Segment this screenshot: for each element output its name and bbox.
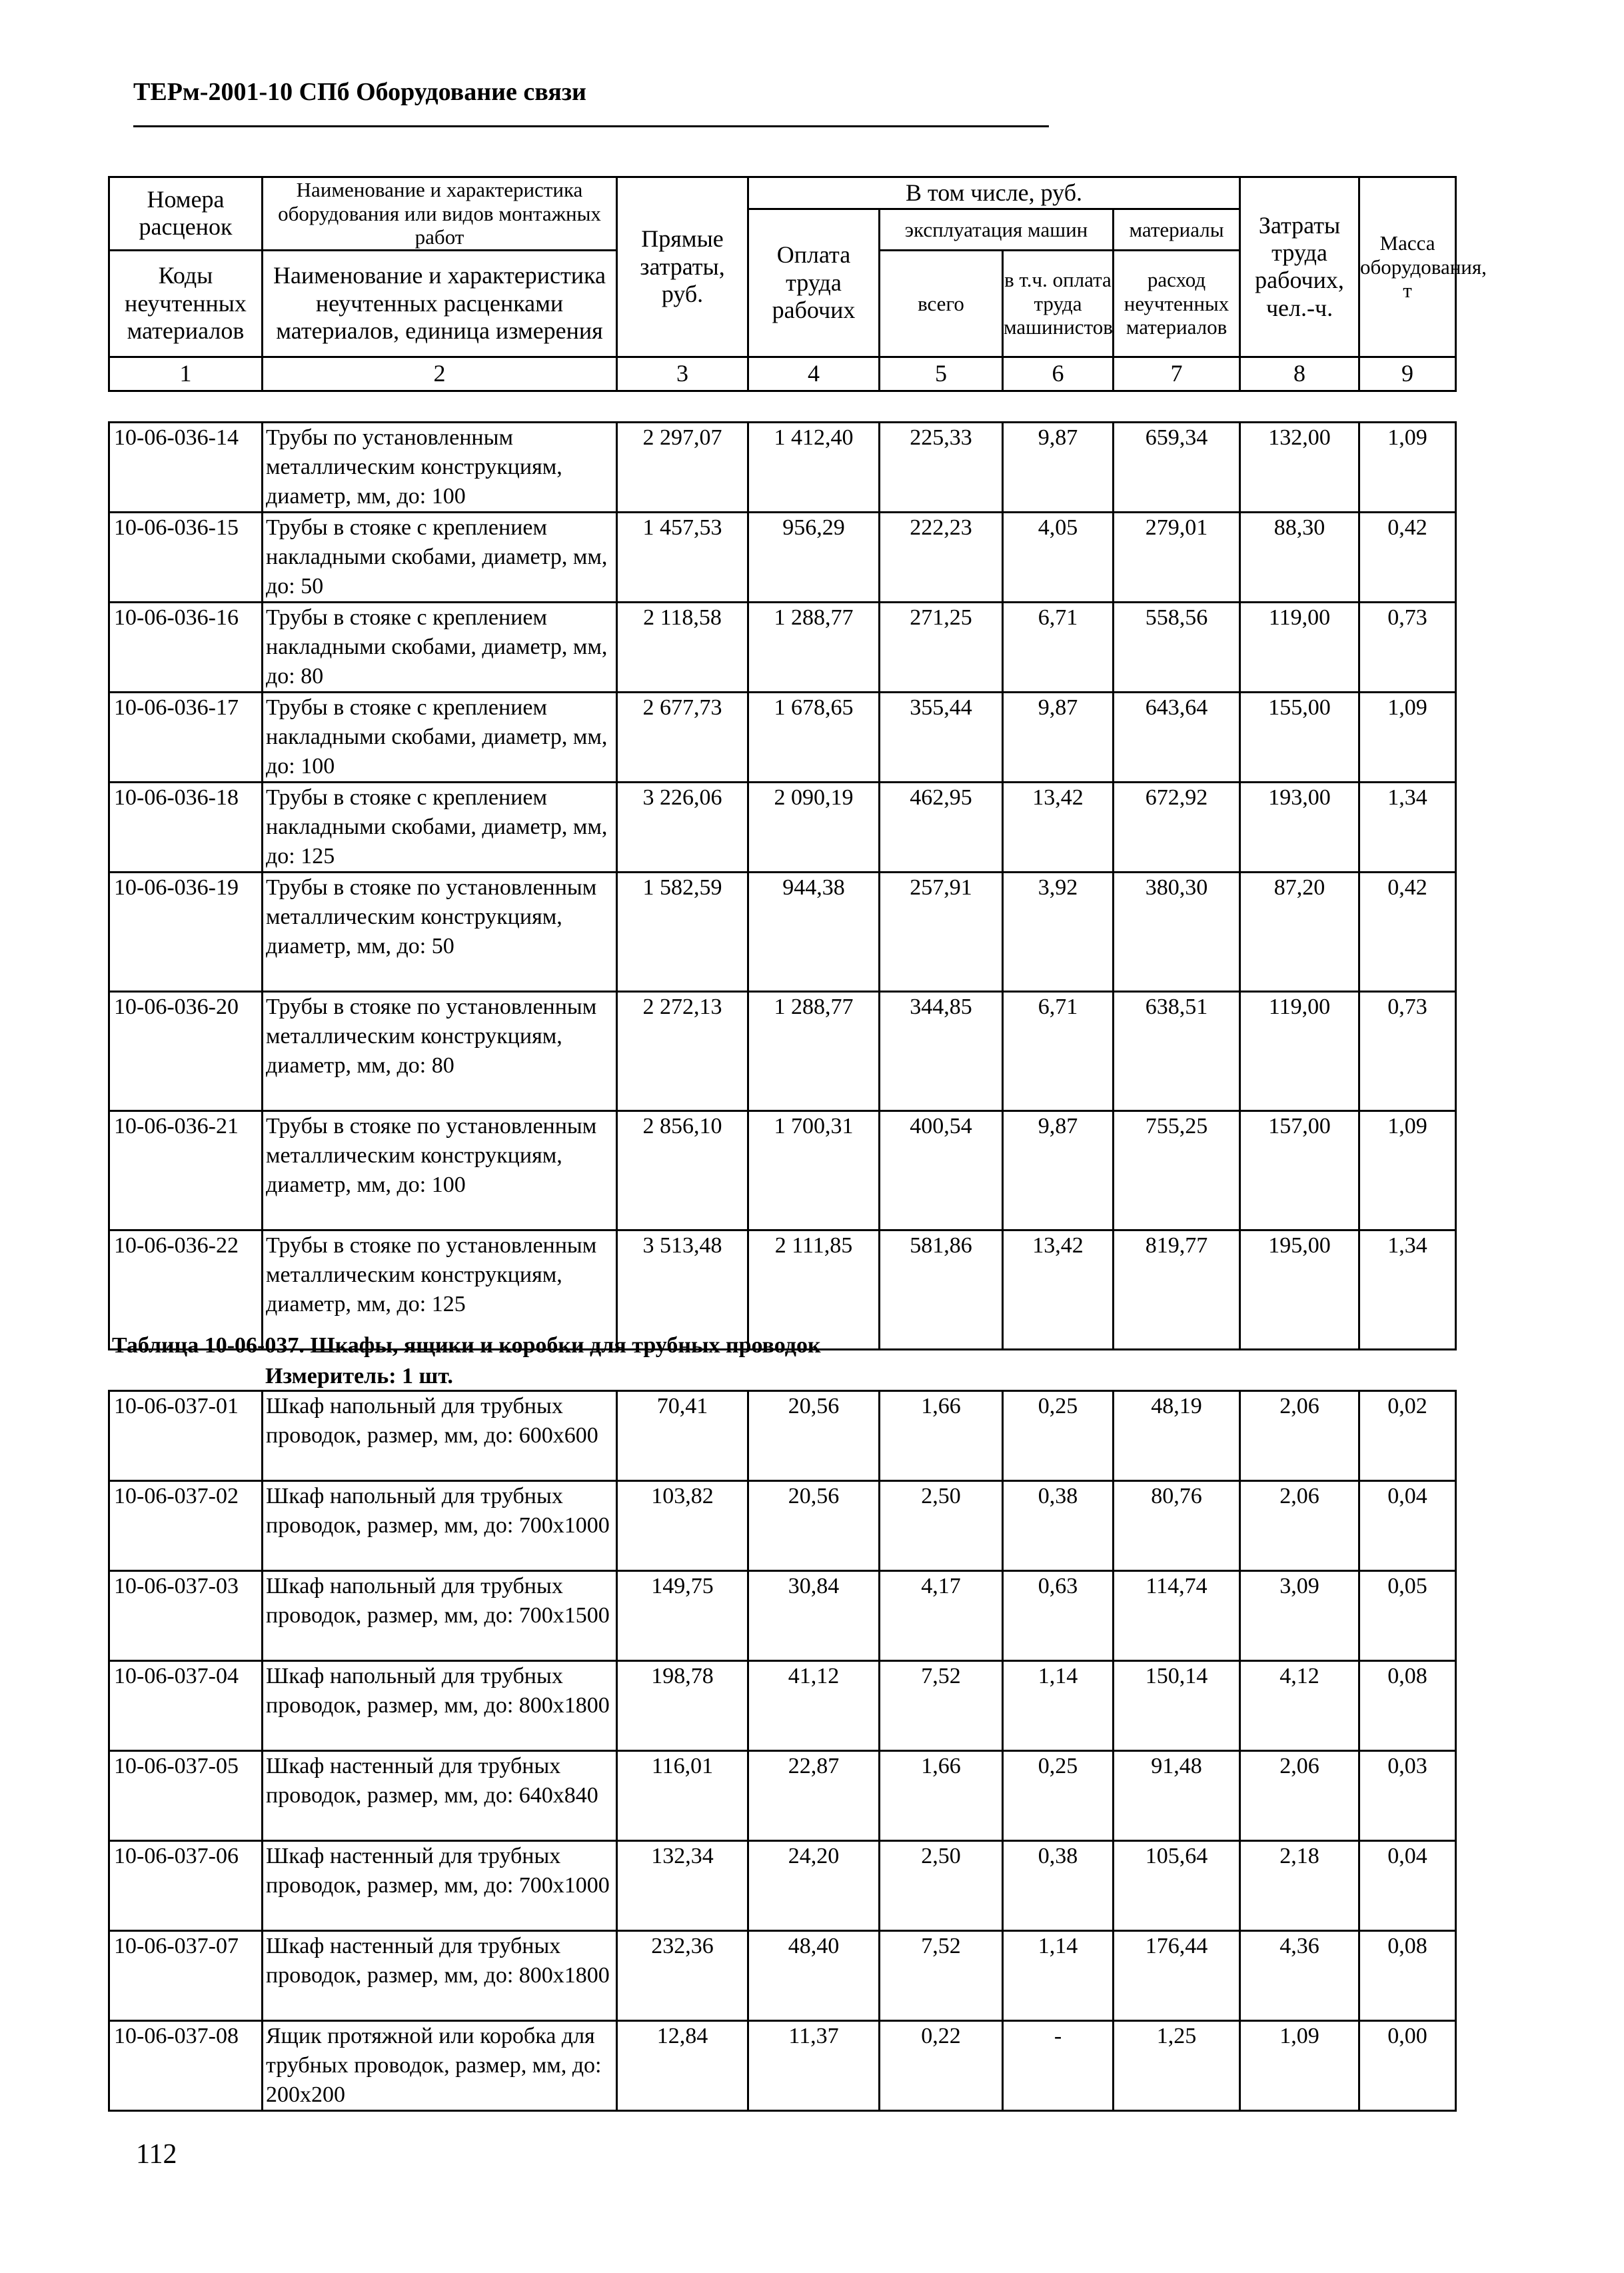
- cell-rate-code: 10-06-037-07: [109, 1931, 263, 2021]
- col-unaccounted-names: Наименование и характеристика неучтенных расценками материалов, единица измерения: [263, 250, 617, 357]
- cell-direct-costs: 3 513,48: [617, 1230, 748, 1350]
- cell-work-name: Шкаф напольный для трубных проводок, размер, мм, до: 700х1500: [263, 1571, 617, 1661]
- cell-materials: 672,92: [1114, 783, 1240, 873]
- cell-work-name: Шкаф настенный для трубных проводок, размер, мм, до: 800х1800: [263, 1931, 617, 2021]
- cell-machinist-wages: 4,05: [1003, 513, 1114, 603]
- cell-wages: 956,29: [748, 513, 880, 603]
- cell-direct-costs: 2 856,10: [617, 1111, 748, 1230]
- cell-equipment-mass: 0,04: [1359, 1841, 1456, 1931]
- cell-equipment-mass: 0,02: [1359, 1391, 1456, 1481]
- cell-work-name: Шкаф напольный для трубных проводок, размер, мм, до: 800х1800: [263, 1661, 617, 1751]
- cell-work-name: Трубы в стояке с креплением накладными скобами, диаметр, мм, до: 50: [263, 513, 617, 603]
- cell-work-name: Трубы в стояке по установленным металлическим конструкциям, диаметр, мм, до: 50: [263, 873, 617, 992]
- table-row: [109, 1111, 1456, 1230]
- cell-labor-costs: 4,12: [1240, 1661, 1359, 1751]
- cell-work-name: Трубы в стояке по установленным металлическим конструкциям, диаметр, мм, до: 125: [263, 1230, 617, 1350]
- cell-machines-total: 271,25: [880, 603, 1003, 693]
- cell-labor-costs: 88,30: [1240, 513, 1359, 603]
- cell-rate-code: 10-06-037-04: [109, 1661, 263, 1751]
- cell-labor-costs: 132,00: [1240, 423, 1359, 513]
- cell-equipment-mass: 1,34: [1359, 1230, 1456, 1350]
- table-037-title: Таблица 10-06-037. Шкафы, ящики и коробки для трубных проводок: [112, 1333, 821, 1358]
- table-row: [109, 1571, 1456, 1661]
- col-work-name: Наименование и характеристика оборудования или видов монтажных работ: [263, 177, 617, 251]
- header-rule: [133, 125, 1049, 127]
- cell-equipment-mass: 1,09: [1359, 693, 1456, 783]
- cell-direct-costs: 2 118,58: [617, 603, 748, 693]
- page-number: 112: [136, 2139, 177, 2170]
- table-row: [109, 1230, 1456, 1350]
- cell-machines-total: 0,22: [880, 2021, 1003, 2111]
- cell-machines-total: 7,52: [880, 1661, 1003, 1751]
- cell-materials: 819,77: [1114, 1230, 1240, 1350]
- cell-machinist-wages: 6,71: [1003, 992, 1114, 1111]
- cell-rate-code: 10-06-036-19: [109, 873, 263, 992]
- cell-equipment-mass: 0,42: [1359, 873, 1456, 992]
- cell-labor-costs: 2,18: [1240, 1841, 1359, 1931]
- table-row: [109, 423, 1456, 513]
- cell-materials: 80,76: [1114, 1481, 1240, 1571]
- col-number-6: 6: [1003, 357, 1114, 391]
- cell-wages: 1 288,77: [748, 603, 880, 693]
- cell-direct-costs: 1 582,59: [617, 873, 748, 992]
- cell-rate-code: 10-06-037-02: [109, 1481, 263, 1571]
- table-row: [109, 1931, 1456, 2021]
- cell-equipment-mass: 0,00: [1359, 2021, 1456, 2111]
- col-equipment-mass: Масса оборудования, т: [1359, 177, 1456, 357]
- table-row: [109, 783, 1456, 873]
- col-rate-numbers: Номера расценок: [109, 177, 263, 251]
- col-including: В том числе, руб.: [748, 177, 1240, 209]
- cell-work-name: Трубы в стояке с креплением накладными скобами, диаметр, мм, до: 125: [263, 783, 617, 873]
- cell-materials: 380,30: [1114, 873, 1240, 992]
- cell-machines-total: 222,23: [880, 513, 1003, 603]
- table-row: [109, 1391, 1456, 1481]
- cell-rate-code: 10-06-036-17: [109, 693, 263, 783]
- cell-rate-code: 10-06-036-15: [109, 513, 263, 603]
- cell-work-name: Шкаф напольный для трубных проводок, размер, мм, до: 600х600: [263, 1391, 617, 1481]
- cell-labor-costs: 119,00: [1240, 992, 1359, 1111]
- col-number-3: 3: [617, 357, 748, 391]
- cell-rate-code: 10-06-037-05: [109, 1751, 263, 1841]
- cell-machines-total: 7,52: [880, 1931, 1003, 2021]
- cell-rate-code: 10-06-036-16: [109, 603, 263, 693]
- cell-work-name: Шкаф настенный для трубных проводок, размер, мм, до: 640х840: [263, 1751, 617, 1841]
- cell-rate-code: 10-06-037-01: [109, 1391, 263, 1481]
- cell-direct-costs: 232,36: [617, 1931, 748, 2021]
- col-machine-operation: эксплуатация машин: [880, 209, 1114, 251]
- cell-machines-total: 400,54: [880, 1111, 1003, 1230]
- cell-machines-total: 1,66: [880, 1391, 1003, 1481]
- cell-direct-costs: 132,34: [617, 1841, 748, 1931]
- cell-rate-code: 10-06-036-14: [109, 423, 263, 513]
- cell-machines-total: 2,50: [880, 1841, 1003, 1931]
- cell-equipment-mass: 0,03: [1359, 1751, 1456, 1841]
- cell-labor-costs: 87,20: [1240, 873, 1359, 992]
- table-row: [109, 2021, 1456, 2111]
- cell-wages: 24,20: [748, 1841, 880, 1931]
- cell-labor-costs: 3,09: [1240, 1571, 1359, 1661]
- cell-labor-costs: 195,00: [1240, 1230, 1359, 1350]
- cell-rate-code: 10-06-037-03: [109, 1571, 263, 1661]
- cell-wages: 20,56: [748, 1481, 880, 1571]
- col-number-8: 8: [1240, 357, 1359, 391]
- table-row: [109, 1661, 1456, 1751]
- cell-materials: 638,51: [1114, 992, 1240, 1111]
- cell-equipment-mass: 1,09: [1359, 423, 1456, 513]
- cell-wages: 1 700,31: [748, 1111, 880, 1230]
- cell-direct-costs: 103,82: [617, 1481, 748, 1571]
- col-materials: материалы: [1114, 209, 1240, 251]
- cell-materials: 643,64: [1114, 693, 1240, 783]
- cell-machinist-wages: 13,42: [1003, 783, 1114, 873]
- cell-machinist-wages: 9,87: [1003, 423, 1114, 513]
- cell-machinist-wages: 0,38: [1003, 1481, 1114, 1571]
- cell-labor-costs: 4,36: [1240, 1931, 1359, 2021]
- cell-work-name: Трубы в стояке с креплением накладными скобами, диаметр, мм, до: 100: [263, 693, 617, 783]
- cell-direct-costs: 2 272,13: [617, 992, 748, 1111]
- cell-machines-total: 581,86: [880, 1230, 1003, 1350]
- cell-direct-costs: 2 297,07: [617, 423, 748, 513]
- col-number-4: 4: [748, 357, 880, 391]
- cell-materials: 755,25: [1114, 1111, 1240, 1230]
- col-unaccounted-materials-cost: расход неучтенных материалов: [1114, 250, 1240, 357]
- cell-wages: 48,40: [748, 1931, 880, 2021]
- cell-direct-costs: 198,78: [617, 1661, 748, 1751]
- cell-materials: 114,74: [1114, 1571, 1240, 1661]
- col-direct-costs: Прямые затраты, руб.: [617, 177, 748, 357]
- cell-equipment-mass: 0,08: [1359, 1931, 1456, 2021]
- cell-work-name: Шкаф напольный для трубных проводок, размер, мм, до: 700х1000: [263, 1481, 617, 1571]
- cell-labor-costs: 155,00: [1240, 693, 1359, 783]
- cell-wages: 30,84: [748, 1571, 880, 1661]
- cell-machines-total: 4,17: [880, 1571, 1003, 1661]
- cell-materials: 659,34: [1114, 423, 1240, 513]
- cell-equipment-mass: 1,34: [1359, 783, 1456, 873]
- cell-equipment-mass: 0,08: [1359, 1661, 1456, 1751]
- cell-machines-total: 257,91: [880, 873, 1003, 992]
- cell-labor-costs: 2,06: [1240, 1481, 1359, 1571]
- cell-rate-code: 10-06-036-18: [109, 783, 263, 873]
- cell-rate-code: 10-06-036-22: [109, 1230, 263, 1350]
- cell-labor-costs: 2,06: [1240, 1751, 1359, 1841]
- col-number-2: 2: [263, 357, 617, 391]
- cell-machines-total: 344,85: [880, 992, 1003, 1111]
- cell-materials: 279,01: [1114, 513, 1240, 603]
- cell-equipment-mass: 1,09: [1359, 1111, 1456, 1230]
- cell-materials: 48,19: [1114, 1391, 1240, 1481]
- cell-materials: 558,56: [1114, 603, 1240, 693]
- cell-wages: 41,12: [748, 1661, 880, 1751]
- cell-machines-total: 2,50: [880, 1481, 1003, 1571]
- cell-direct-costs: 116,01: [617, 1751, 748, 1841]
- cell-wages: 2 090,19: [748, 783, 880, 873]
- cell-wages: 1 288,77: [748, 992, 880, 1111]
- table-037-meter: Измеритель: 1 шт.: [265, 1364, 453, 1388]
- cell-equipment-mass: 0,73: [1359, 992, 1456, 1111]
- cell-machinist-wages: 1,14: [1003, 1661, 1114, 1751]
- cell-rate-code: 10-06-037-08: [109, 2021, 263, 2111]
- cell-direct-costs: 1 457,53: [617, 513, 748, 603]
- cell-materials: 150,14: [1114, 1661, 1240, 1751]
- cell-labor-costs: 193,00: [1240, 783, 1359, 873]
- cell-work-name: Трубы в стояке с креплением накладными скобами, диаметр, мм, до: 80: [263, 603, 617, 693]
- cell-labor-costs: 119,00: [1240, 603, 1359, 693]
- cell-labor-costs: 157,00: [1240, 1111, 1359, 1230]
- cell-wages: 11,37: [748, 2021, 880, 2111]
- page-header-title: ТЕРм-2001-10 СПб Оборудование связи: [133, 78, 586, 106]
- cell-materials: 91,48: [1114, 1751, 1240, 1841]
- cell-machines-total: 355,44: [880, 693, 1003, 783]
- cell-rate-code: 10-06-036-21: [109, 1111, 263, 1230]
- table-037: [108, 1390, 1457, 2112]
- col-machinist-wages: в т.ч. оплата труда машинистов: [1003, 250, 1114, 357]
- table-row: [109, 1841, 1456, 1931]
- cell-materials: 105,64: [1114, 1841, 1240, 1931]
- cell-machinist-wages: 6,71: [1003, 603, 1114, 693]
- cell-wages: 1 678,65: [748, 693, 880, 783]
- cell-work-name: Ящик протяжной или коробка для трубных проводок, размер, мм, до: 200х200: [263, 2021, 617, 2111]
- cell-direct-costs: 70,41: [617, 1391, 748, 1481]
- cell-wages: 944,38: [748, 873, 880, 992]
- cell-equipment-mass: 0,05: [1359, 1571, 1456, 1661]
- cell-machinist-wages: 9,87: [1003, 1111, 1114, 1230]
- cell-machines-total: 462,95: [880, 783, 1003, 873]
- cell-machinist-wages: 0,25: [1003, 1391, 1114, 1481]
- cell-wages: 20,56: [748, 1391, 880, 1481]
- cell-wages: 1 412,40: [748, 423, 880, 513]
- cell-machinist-wages: 9,87: [1003, 693, 1114, 783]
- cell-rate-code: 10-06-037-06: [109, 1841, 263, 1931]
- cell-machinist-wages: 0,25: [1003, 1751, 1114, 1841]
- cell-direct-costs: 3 226,06: [617, 783, 748, 873]
- cell-materials: 176,44: [1114, 1931, 1240, 2021]
- table-row: [109, 1481, 1456, 1571]
- cell-equipment-mass: 0,04: [1359, 1481, 1456, 1571]
- table-row: [109, 513, 1456, 603]
- cell-machinist-wages: 1,14: [1003, 1931, 1114, 2021]
- cell-materials: 1,25: [1114, 2021, 1240, 2111]
- table-row: [109, 992, 1456, 1111]
- table-036: [108, 421, 1457, 1350]
- cell-work-name: Трубы по установленным металлическим конструкциям, диаметр, мм, до: 100: [263, 423, 617, 513]
- cell-wages: 22,87: [748, 1751, 880, 1841]
- col-labor-costs: Затраты труда рабочих, чел.-ч.: [1240, 177, 1359, 357]
- cell-machinist-wages: 3,92: [1003, 873, 1114, 992]
- cell-machinist-wages: -: [1003, 2021, 1114, 2111]
- cell-equipment-mass: 0,73: [1359, 603, 1456, 693]
- table-row: [109, 693, 1456, 783]
- col-number-9: 9: [1359, 357, 1456, 391]
- table-row: [109, 1751, 1456, 1841]
- col-machines-total: всего: [880, 250, 1003, 357]
- col-number-7: 7: [1114, 357, 1240, 391]
- column-header-table: [108, 176, 1487, 392]
- cell-direct-costs: 12,84: [617, 2021, 748, 2111]
- cell-machinist-wages: 13,42: [1003, 1230, 1114, 1350]
- table-row: [109, 873, 1456, 992]
- cell-direct-costs: 2 677,73: [617, 693, 748, 783]
- col-unaccounted-codes: Коды неучтенных материалов: [109, 250, 263, 357]
- col-number-1: 1: [109, 357, 263, 391]
- cell-machines-total: 1,66: [880, 1751, 1003, 1841]
- cell-work-name: Шкаф настенный для трубных проводок, размер, мм, до: 700х1000: [263, 1841, 617, 1931]
- cell-equipment-mass: 0,42: [1359, 513, 1456, 603]
- col-wages: Оплата труда рабочих: [748, 209, 880, 357]
- cell-work-name: Трубы в стояке по установленным металлическим конструкциям, диаметр, мм, до: 80: [263, 992, 617, 1111]
- cell-machinist-wages: 0,38: [1003, 1841, 1114, 1931]
- col-number-5: 5: [880, 357, 1003, 391]
- cell-labor-costs: 1,09: [1240, 2021, 1359, 2111]
- cell-direct-costs: 149,75: [617, 1571, 748, 1661]
- cell-work-name: Трубы в стояке по установленным металлическим конструкциям, диаметр, мм, до: 100: [263, 1111, 617, 1230]
- cell-machinist-wages: 0,63: [1003, 1571, 1114, 1661]
- cell-labor-costs: 2,06: [1240, 1391, 1359, 1481]
- cell-rate-code: 10-06-036-20: [109, 992, 263, 1111]
- table-row: [109, 603, 1456, 693]
- cell-machines-total: 225,33: [880, 423, 1003, 513]
- cell-wages: 2 111,85: [748, 1230, 880, 1350]
